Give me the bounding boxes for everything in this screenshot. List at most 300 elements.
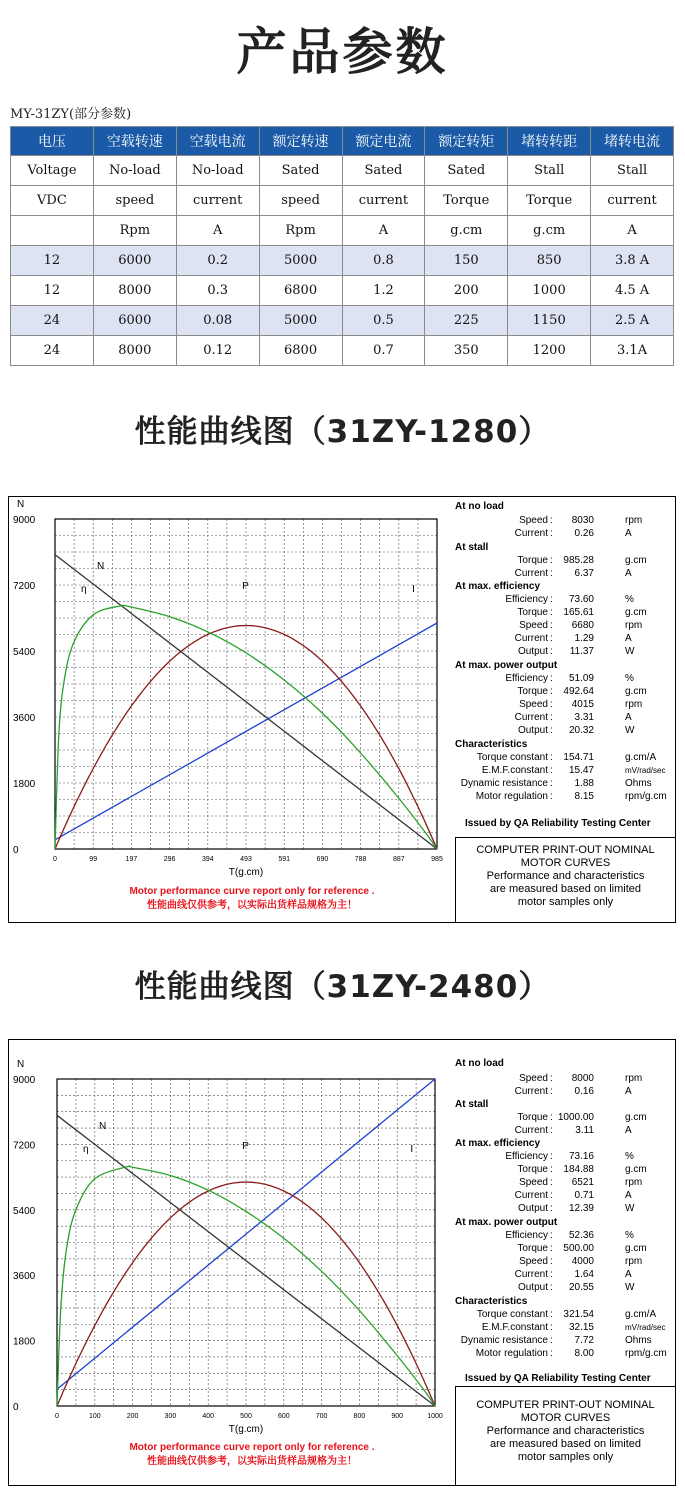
- info-key: Speed: [519, 699, 548, 710]
- table-cell: current: [176, 186, 259, 216]
- characteristics-panel: [455, 497, 674, 922]
- info-value: 32.15: [568, 1322, 594, 1333]
- info-key: Current: [514, 1269, 548, 1280]
- table-cell: [11, 216, 94, 246]
- info-key: Current: [514, 1125, 548, 1136]
- info-key: Efficiency: [505, 1230, 548, 1241]
- info-key: Speed: [519, 1177, 548, 1188]
- info-value: 0.71: [574, 1190, 594, 1201]
- table-cell: Sated: [342, 156, 425, 186]
- header-cell: 电压: [11, 127, 94, 156]
- info-key: Current: [514, 568, 548, 579]
- table-cell: A: [342, 216, 425, 246]
- info-unit: A: [625, 568, 632, 579]
- info-key: Output: [517, 1203, 548, 1214]
- info-colon: :: [550, 686, 553, 697]
- curve-label: P: [242, 1141, 249, 1152]
- info-unit: %: [625, 1230, 634, 1241]
- info-unit: g.cm: [625, 686, 647, 697]
- table-cell: Sated: [425, 156, 508, 186]
- box-line: Performance and characteristics: [486, 1425, 645, 1437]
- info-row: [455, 712, 674, 725]
- info-key: Speed: [519, 515, 548, 526]
- table-cell: 6000: [93, 306, 176, 336]
- info-value: 6.37: [574, 568, 594, 579]
- info-row: [455, 752, 674, 765]
- info-colon: :: [550, 725, 553, 736]
- info-key: Current: [514, 1086, 548, 1097]
- info-value: 321.54: [563, 1309, 594, 1320]
- info-row: [455, 528, 674, 541]
- section-title-1280: 性能曲线图（31ZY-1280）: [134, 414, 551, 450]
- x-tick-label: 887: [392, 856, 405, 863]
- box-line: are measured based on limited: [489, 883, 642, 895]
- y-axis-label: N: [17, 1059, 25, 1070]
- table-cell: 24: [11, 306, 94, 336]
- table-cell: g.cm: [508, 216, 591, 246]
- info-unit: rpm: [625, 1256, 643, 1267]
- info-key: Efficiency: [505, 673, 548, 684]
- info-key: Dynamic resistance: [460, 1335, 548, 1346]
- info-row: [455, 1190, 674, 1203]
- x-axis-label: T(g.cm): [228, 1424, 264, 1435]
- table-cell: 24: [11, 336, 94, 366]
- table-cell: 0.3: [176, 276, 259, 306]
- info-row: [455, 725, 674, 738]
- y-tick-label: 5400: [13, 647, 36, 658]
- table-cell: 0.08: [176, 306, 259, 336]
- info-key: Current: [514, 633, 548, 644]
- info-unit: Ohms: [625, 1335, 652, 1346]
- info-value: 6680: [571, 620, 594, 631]
- table-cell: 0.2: [176, 246, 259, 276]
- info-row: [455, 686, 674, 699]
- info-key: Speed: [519, 1073, 548, 1084]
- section-no-load: At no load: [455, 501, 504, 512]
- info-value: 0.26: [574, 528, 594, 539]
- info-colon: :: [550, 673, 553, 684]
- table-row: [11, 306, 674, 336]
- x-tick-label: 296: [163, 856, 176, 863]
- info-value: 3.31: [574, 712, 594, 723]
- info-key: Torque: [517, 1243, 548, 1254]
- section-stall: At stall: [455, 542, 489, 553]
- info-colon: :: [550, 1164, 553, 1175]
- info-value: 12.39: [568, 1203, 594, 1214]
- y-tick-label: 7200: [13, 1140, 36, 1152]
- info-unit: g.cm: [625, 1164, 647, 1175]
- info-key: Torque: [517, 686, 548, 697]
- table-cell: 3.8 A: [591, 246, 674, 276]
- info-key: Output: [517, 646, 548, 657]
- info-value: 500.00: [563, 1243, 594, 1254]
- info-row: [455, 620, 674, 633]
- info-unit: rpm: [625, 1177, 643, 1188]
- info-unit: A: [625, 1125, 632, 1136]
- info-row: [455, 646, 674, 659]
- header-cell: 额定转速: [259, 127, 342, 156]
- section-max-power: At max. power output: [455, 1217, 558, 1228]
- info-unit: g.cm: [625, 555, 647, 566]
- reference-note-zh: 性能曲线仅供参考，以实际出货样品规格为主！: [147, 900, 357, 911]
- table-subheader-row: [11, 156, 674, 186]
- info-value: 20.32: [568, 725, 594, 736]
- curve-label: N: [97, 561, 105, 572]
- info-row: [455, 1125, 674, 1138]
- info-row: [455, 555, 674, 568]
- curve-label: P: [242, 581, 249, 592]
- info-row: [455, 607, 674, 620]
- header-cell: 堵转电流: [591, 127, 674, 156]
- info-colon: :: [550, 607, 553, 618]
- info-row: [455, 778, 674, 791]
- info-unit: W: [625, 1203, 635, 1214]
- info-unit: A: [625, 633, 632, 644]
- curves-info-box: [455, 837, 675, 923]
- reference-note: [57, 1441, 447, 1469]
- info-unit: W: [625, 1282, 635, 1293]
- header-cell: 堵转转距: [508, 127, 591, 156]
- info-unit: g.cm: [625, 607, 647, 618]
- table-cell: 8000: [93, 336, 176, 366]
- performance-curve-chart-1280: [9, 497, 455, 922]
- table-cell: 5000: [259, 306, 342, 336]
- info-row: [455, 1112, 674, 1125]
- info-colon: :: [550, 568, 553, 579]
- info-value: 8.15: [574, 791, 594, 802]
- info-colon: :: [550, 1151, 553, 1162]
- info-key: E.M.F.constant: [481, 1322, 548, 1333]
- info-unit: W: [625, 725, 635, 736]
- info-colon: :: [550, 1177, 553, 1188]
- table-cell: Voltage: [11, 156, 94, 186]
- y-tick-label: 0: [13, 845, 19, 856]
- info-colon: :: [550, 1282, 553, 1293]
- info-unit: %: [625, 673, 634, 684]
- x-tick-label: 788: [354, 856, 367, 863]
- info-unit: rpm/g.cm: [625, 791, 667, 802]
- info-unit: mV/rad/sec: [625, 766, 666, 775]
- table-cell: 12: [11, 276, 94, 306]
- box-line: motor samples only: [517, 896, 614, 908]
- info-key: Torque: [517, 555, 548, 566]
- issued-by: Issued by QA Reliability Testing Center: [465, 1373, 651, 1384]
- table-header-row: [11, 127, 674, 156]
- info-row: [455, 1164, 674, 1177]
- info-unit: A: [625, 712, 632, 723]
- info-key: Torque constant: [476, 752, 548, 763]
- header-cell: 额定电流: [342, 127, 425, 156]
- info-row: [455, 1282, 674, 1295]
- info-value: 4000: [571, 1256, 594, 1267]
- info-key: Efficiency: [505, 594, 548, 605]
- curve-label: I: [412, 584, 415, 595]
- info-unit: A: [625, 528, 632, 539]
- box-title: COMPUTER PRINT-OUT NOMINAL MOTOR CURVES: [476, 844, 655, 869]
- info-unit: rpm/g.cm: [625, 1348, 667, 1359]
- section-max-efficiency: At max. efficiency: [455, 581, 541, 592]
- info-colon: :: [550, 699, 553, 710]
- x-tick-label: 200: [126, 1413, 139, 1420]
- info-unit: mV/rad/sec: [625, 1323, 666, 1332]
- info-row: [455, 1256, 674, 1269]
- table-cell: 1150: [508, 306, 591, 336]
- table-cell: 150: [425, 246, 508, 276]
- header-cell: 空载转速: [93, 127, 176, 156]
- info-value: 8.00: [574, 1348, 594, 1359]
- info-key: Output: [517, 1282, 548, 1293]
- table-cell: Rpm: [93, 216, 176, 246]
- info-key: Speed: [519, 620, 548, 631]
- info-unit: %: [625, 1151, 634, 1162]
- info-row: [455, 765, 674, 778]
- performance-curve-panel-1280: [8, 496, 676, 923]
- table-cell: 0.12: [176, 336, 259, 366]
- info-value: 985.28: [563, 555, 594, 566]
- table-cell: 6000: [93, 246, 176, 276]
- info-value: 1.88: [574, 778, 594, 789]
- info-row: [455, 515, 674, 528]
- info-row: [455, 633, 674, 646]
- box-line: motor samples only: [517, 1451, 614, 1463]
- info-colon: :: [550, 555, 553, 566]
- issued-by: Issued by QA Reliability Testing Center: [465, 818, 651, 829]
- info-row: [455, 568, 674, 581]
- info-value: 51.09: [568, 673, 594, 684]
- info-key: Motor regulation: [475, 1348, 548, 1359]
- info-unit: rpm: [625, 1073, 643, 1084]
- x-tick-label: 0: [55, 1413, 59, 1420]
- info-value: 1000.00: [557, 1112, 594, 1123]
- info-colon: :: [550, 1269, 553, 1280]
- characteristics-panel: [455, 1040, 674, 1485]
- info-colon: :: [550, 594, 553, 605]
- info-colon: :: [550, 1230, 553, 1241]
- table-cell: 4.5 A: [591, 276, 674, 306]
- info-key: Current: [514, 528, 548, 539]
- x-tick-label: 900: [391, 1413, 404, 1420]
- header-cell: 空载电流: [176, 127, 259, 156]
- info-colon: :: [550, 1256, 553, 1267]
- x-tick-label: 500: [240, 1413, 252, 1420]
- info-row: [455, 1348, 674, 1361]
- table-cell: speed: [93, 186, 176, 216]
- info-row: [455, 1309, 674, 1322]
- info-unit: g.cm: [625, 1243, 647, 1254]
- info-unit: A: [625, 1086, 632, 1097]
- info-colon: :: [550, 1086, 553, 1097]
- table-cell: current: [342, 186, 425, 216]
- info-row: [455, 791, 674, 804]
- table-cell: 6800: [259, 336, 342, 366]
- section-stall: At stall: [455, 1099, 489, 1110]
- info-unit: g.cm/A: [625, 752, 657, 763]
- info-colon: :: [550, 1112, 553, 1123]
- table-cell: g.cm: [425, 216, 508, 246]
- section-characteristics: Characteristics: [455, 1296, 528, 1307]
- info-key: Torque: [517, 607, 548, 618]
- info-row: [455, 594, 674, 607]
- info-row: [455, 1073, 674, 1086]
- x-tick-label: 100: [88, 1413, 101, 1420]
- info-value: 184.88: [563, 1164, 594, 1175]
- info-unit: W: [625, 646, 635, 657]
- info-value: 4015: [571, 699, 594, 710]
- info-row: [455, 1230, 674, 1243]
- y-tick-label: 3600: [13, 1271, 36, 1283]
- x-tick-label: 690: [316, 856, 329, 863]
- x-tick-label: 400: [202, 1413, 215, 1420]
- series-efficiency-line: [57, 1166, 435, 1406]
- table-cell: 8000: [93, 276, 176, 306]
- table-cell: 6800: [259, 276, 342, 306]
- table-row: [11, 276, 674, 306]
- info-row: [455, 1322, 674, 1335]
- info-value: 73.16: [568, 1151, 594, 1162]
- reference-note-en: Motor performance curve report only for reference .: [129, 886, 375, 897]
- info-key: Current: [514, 1190, 548, 1201]
- info-key: Speed: [519, 1256, 548, 1267]
- info-row: [455, 673, 674, 686]
- info-row: [455, 1269, 674, 1282]
- reference-note: [57, 885, 447, 913]
- table-cell: 200: [425, 276, 508, 306]
- performance-curve-panel-2480: [8, 1039, 676, 1486]
- table-cell: speed: [259, 186, 342, 216]
- table-cell: A: [176, 216, 259, 246]
- section-title-2480: 性能曲线图（31ZY-2480）: [134, 969, 551, 1005]
- info-key: Output: [517, 725, 548, 736]
- x-tick-label: 99: [89, 856, 98, 863]
- info-unit: g.cm: [625, 1112, 647, 1123]
- info-key: Torque: [517, 1112, 548, 1123]
- y-tick-label: 9000: [13, 515, 36, 526]
- info-key: E.M.F.constant: [481, 765, 548, 776]
- info-key: Torque: [517, 1164, 548, 1175]
- info-colon: :: [550, 752, 553, 763]
- info-value: 492.64: [563, 686, 594, 697]
- info-unit: rpm: [625, 699, 643, 710]
- info-value: 154.71: [563, 752, 594, 763]
- info-value: 52.36: [568, 1230, 594, 1241]
- table-cell: 2.5 A: [591, 306, 674, 336]
- info-colon: :: [550, 765, 553, 776]
- table-cell: Sated: [259, 156, 342, 186]
- info-colon: :: [550, 633, 553, 644]
- table-cell: 350: [425, 336, 508, 366]
- table-cell: 0.5: [342, 306, 425, 336]
- table-cell: 1.2: [342, 276, 425, 306]
- table-row: [11, 246, 674, 276]
- x-tick-label: 1000: [427, 1413, 443, 1420]
- box-line: Performance and characteristics: [486, 870, 645, 882]
- info-value: 3.11: [575, 1125, 594, 1136]
- y-axis-label: N: [17, 499, 25, 510]
- table-cell: 3.1A: [591, 336, 674, 366]
- curve-label: I: [410, 1144, 414, 1155]
- x-axis-label: T(g.cm): [228, 867, 264, 878]
- header-cell: 额定转矩: [425, 127, 508, 156]
- x-tick-label: 800: [353, 1413, 366, 1420]
- info-unit: A: [625, 1269, 632, 1280]
- y-tick-label: 0: [13, 1402, 19, 1413]
- info-colon: :: [550, 1348, 553, 1359]
- info-colon: :: [550, 1073, 553, 1084]
- y-tick-label: 5400: [13, 1205, 36, 1217]
- info-unit: rpm: [625, 515, 643, 526]
- reference-note-zh: 性能曲线仅供参考，以实际出货样品规格为主！: [147, 1456, 357, 1467]
- info-colon: :: [550, 1322, 553, 1333]
- info-row: [455, 1335, 674, 1348]
- y-tick-label: 7200: [13, 581, 36, 592]
- section-max-efficiency: At max. efficiency: [455, 1138, 541, 1149]
- section-characteristics: Characteristics: [455, 739, 528, 750]
- table-cell: 0.7: [342, 336, 425, 366]
- info-colon: :: [550, 778, 553, 789]
- model-label: MY-31ZY(部分参数): [10, 107, 132, 122]
- table-cell: VDC: [11, 186, 94, 216]
- info-row: [455, 1177, 674, 1190]
- x-tick-label: 300: [164, 1413, 177, 1420]
- info-colon: :: [550, 620, 553, 631]
- table-cell: 225: [425, 306, 508, 336]
- table-cell: Rpm: [259, 216, 342, 246]
- table-cell: 1000: [508, 276, 591, 306]
- x-tick-label: 591: [278, 856, 291, 863]
- info-row: [455, 1203, 674, 1216]
- x-tick-label: 600: [277, 1413, 290, 1420]
- info-value: 6521: [571, 1177, 594, 1188]
- info-value: 1.64: [574, 1269, 594, 1280]
- table-cell: 5000: [259, 246, 342, 276]
- info-colon: :: [550, 646, 553, 657]
- info-unit: rpm: [625, 620, 643, 631]
- box-line: are measured based on limited: [489, 1438, 642, 1450]
- table-cell: No-load: [176, 156, 259, 186]
- x-tick-label: 700: [315, 1413, 328, 1420]
- curves-info-box: [455, 1386, 675, 1486]
- info-unit: Ohms: [625, 778, 652, 789]
- curve-label: η: [81, 584, 87, 595]
- box-title: COMPUTER PRINT-OUT NOMINAL MOTOR CURVES: [476, 1399, 655, 1424]
- info-value: 0.16: [574, 1086, 594, 1097]
- info-colon: :: [550, 712, 553, 723]
- info-row: [455, 699, 674, 712]
- curve-label: η: [83, 1144, 89, 1155]
- x-tick-label: 394: [201, 856, 214, 863]
- table-cell: 1200: [508, 336, 591, 366]
- info-colon: :: [550, 1203, 553, 1214]
- reference-note-en: Motor performance curve report only for reference .: [129, 1442, 375, 1453]
- curve-label: N: [99, 1121, 107, 1132]
- info-value: 1.29: [574, 633, 594, 644]
- x-tick-label: 0: [53, 856, 57, 863]
- info-value: 7.72: [574, 1335, 594, 1346]
- info-unit: %: [625, 594, 634, 605]
- x-tick-label: 493: [240, 856, 252, 863]
- info-unit: g.cm/A: [625, 1309, 657, 1320]
- info-colon: :: [550, 1309, 553, 1320]
- info-value: 8000: [571, 1073, 594, 1084]
- y-tick-label: 1800: [13, 1336, 36, 1348]
- info-key: Motor regulation: [475, 791, 548, 802]
- spec-table: [10, 126, 674, 366]
- info-row: [455, 1243, 674, 1256]
- table-cell: 0.8: [342, 246, 425, 276]
- info-value: 165.61: [563, 607, 594, 618]
- table-cell: Stall: [508, 156, 591, 186]
- series-i-line: [57, 1079, 435, 1389]
